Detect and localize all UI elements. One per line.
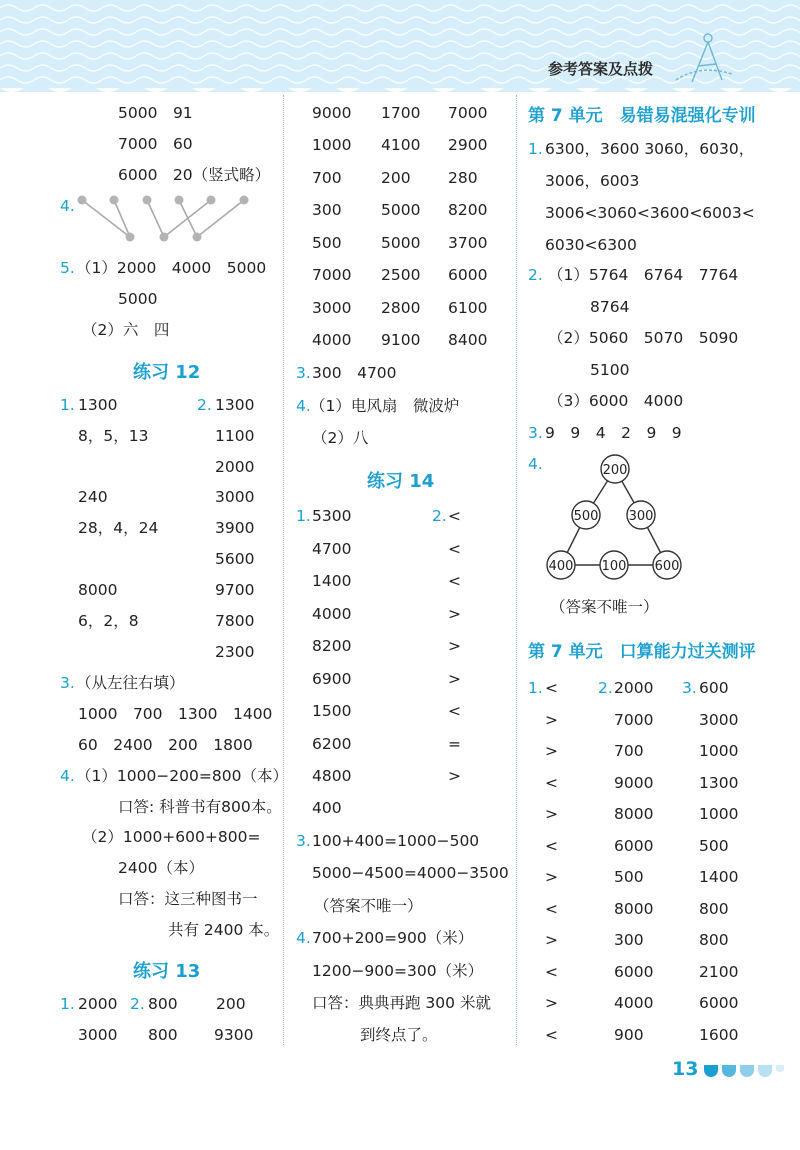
answer-line: 60 2400 200 1800 (78, 736, 253, 754)
answer-line: 400 (312, 799, 342, 817)
grid-cell: 9100 (381, 331, 421, 349)
answer-line: 8000 (78, 581, 118, 599)
question-number: 2. (197, 396, 212, 414)
answer-line: 800 (148, 995, 178, 1013)
grid-cell: 9000 (312, 104, 352, 122)
answer-line: 口答：典典再跑 300 米就 (312, 994, 491, 1012)
page-decoration-dots (702, 1063, 786, 1077)
matching-diagram (70, 192, 270, 247)
answer-line: 9700 (215, 581, 255, 599)
question-number: 2. (130, 995, 145, 1013)
answer-line: < (448, 572, 461, 590)
answer-cell: < (545, 837, 558, 855)
grid-cell: 1700 (381, 104, 421, 122)
question-number: 1. (60, 396, 75, 414)
grid-cell: 5000 (381, 201, 421, 219)
section-title: 练习 14 (367, 471, 435, 492)
answer-cell: 4000 (614, 994, 654, 1012)
page-number: 13 (672, 1058, 699, 1080)
answer-cell: 6000 (614, 963, 654, 981)
grid-cell: 7000 (448, 104, 488, 122)
answer-line: （1）5764 6764 7764 (548, 266, 739, 284)
answer-cell: < (545, 963, 558, 981)
node-label: 100 (601, 559, 627, 574)
grid-cell: 700 (312, 169, 342, 187)
answer-cell: 1000 (699, 742, 739, 760)
answer-line: 240 (78, 488, 108, 506)
answer-line: （1）1000−200=800（本） (76, 767, 288, 785)
section-title: 练习 13 (133, 961, 201, 982)
answer-cell: > (545, 931, 558, 949)
answer-line: 3000 (215, 488, 255, 506)
section-title: 练习 12 (133, 362, 201, 383)
node-label: 300 (628, 509, 654, 524)
node-label: 600 (654, 559, 680, 574)
question-number: 1. (296, 507, 311, 525)
question-number: 3. (296, 832, 311, 850)
answer-line: 5000 (118, 290, 158, 308)
triangle-diagram (540, 452, 690, 582)
answer-line: 4800 (312, 767, 352, 785)
answer-line: 5300 (312, 507, 352, 525)
grid-cell: 2500 (381, 266, 421, 284)
answer-line: 300 4700 (312, 364, 397, 382)
answer-line: = (448, 735, 461, 753)
grid-cell: 2800 (381, 299, 421, 317)
answer-line: 5600 (215, 550, 255, 568)
answer-line: 1300 (215, 396, 255, 414)
answer-cell: 1300 (699, 774, 739, 792)
answer-cell: > (545, 742, 558, 760)
answer-line: （1）电风扇 微波炉 (310, 397, 460, 415)
answer-cell: 7000 (614, 711, 654, 729)
grid-cell: 6100 (448, 299, 488, 317)
answer-cell: 700 (614, 742, 644, 760)
answer-line: 6030<6300 (545, 236, 637, 254)
answer-cell: > (545, 805, 558, 823)
answer-cell: > (545, 868, 558, 886)
answer-line: 5000 91 (118, 104, 193, 122)
question-number: 4. (60, 767, 75, 785)
answer-line: （2）八 (312, 429, 369, 447)
answer-cell: < (545, 1026, 558, 1044)
grid-cell: 280 (448, 169, 478, 187)
answer-line: 口答: 科普书有800本。 (118, 798, 282, 816)
answer-line: 6900 (312, 670, 352, 688)
answer-cell: 500 (699, 837, 729, 855)
answer-line: 8，5，13 (78, 427, 149, 445)
answer-cell: > (545, 711, 558, 729)
answer-cell: 8000 (614, 900, 654, 918)
grid-cell: 4000 (312, 331, 352, 349)
answer-line: > (448, 670, 461, 688)
answer-line: 9 9 4 2 9 9 (545, 424, 682, 442)
answer-cell: 900 (614, 1026, 644, 1044)
question-number: 4. (60, 197, 75, 215)
answer-line: 1400 (312, 572, 352, 590)
grid-cell: 3700 (448, 234, 488, 252)
answer-line: 5100 (590, 361, 630, 379)
answer-line: 1200−900=300（米） (312, 962, 484, 980)
grid-cell: 1000 (312, 136, 352, 154)
answer-cell: < (545, 900, 558, 918)
answer-line: 6，2，8 (78, 612, 139, 630)
question-number: 3. (528, 424, 543, 442)
grid-cell: 8200 (448, 201, 488, 219)
answer-line: 2000 (78, 995, 118, 1013)
answer-cell: 600 (699, 679, 729, 697)
question-number: 4. (296, 397, 311, 415)
answer-line: 8764 (590, 298, 630, 316)
answer-cell: 6000 (699, 994, 739, 1012)
answer-line: 1000 700 1300 1400 (78, 705, 273, 723)
answer-line: 3006<3060<3600<6003< (545, 204, 755, 222)
question-number: 3. (682, 679, 697, 697)
answer-cell: 2100 (699, 963, 739, 981)
grid-cell: 200 (381, 169, 411, 187)
header-title: 参考答案及点拨 (548, 60, 654, 78)
answer-line: > (448, 637, 461, 655)
grid-cell: 6000 (448, 266, 488, 284)
answer-cell: 1000 (699, 805, 739, 823)
node-label: 200 (602, 463, 628, 478)
answer-cell: 6000 (614, 837, 654, 855)
question-number: 5. (60, 259, 75, 277)
answer-line: 7800 (215, 612, 255, 630)
answer-line: 5000−4500=4000−3500 (312, 864, 509, 882)
answer-line: 100+400=1000−500 (312, 832, 480, 850)
answer-line: 2400（本） (118, 859, 204, 877)
answer-line: 9300 (214, 1026, 254, 1044)
answer-line: 2300 (215, 643, 255, 661)
answer-line: （答案不唯一） (314, 897, 423, 915)
answer-line: 6200 (312, 735, 352, 753)
answer-line: < (448, 702, 461, 720)
answer-line: 3006，6003 (545, 172, 640, 190)
answer-cell: < (545, 679, 558, 697)
header-decoration (0, 0, 800, 92)
answer-line: 3900 (215, 519, 255, 537)
answer-cell: 9000 (614, 774, 654, 792)
answer-cell: 8000 (614, 805, 654, 823)
grid-cell: 3000 (312, 299, 352, 317)
section-title: 第 7 单元 易错易混强化专训 (528, 106, 756, 126)
grid-cell: 5000 (381, 234, 421, 252)
answer-note: （答案不唯一） (550, 598, 659, 616)
answer-cell: 800 (699, 900, 729, 918)
page-header (0, 0, 800, 92)
answer-line: 28，4，24 (78, 519, 159, 537)
answer-cell: 3000 (699, 711, 739, 729)
answer-line: 200 (216, 995, 246, 1013)
answer-line: 1500 (312, 702, 352, 720)
answer-cell: < (545, 774, 558, 792)
answer-line: 8200 (312, 637, 352, 655)
answer-cell: 300 (614, 931, 644, 949)
answer-line: （2）六 四 (82, 321, 170, 339)
answer-cell: 500 (614, 868, 644, 886)
answer-line: 7000 60 (118, 135, 193, 153)
answer-line: 共有 2400 本。 (168, 921, 280, 939)
node-label: 500 (573, 509, 599, 524)
answer-line: < (448, 507, 461, 525)
answer-line: > (448, 767, 461, 785)
answer-line: 6000 20（竖式略） (118, 166, 271, 184)
question-number: 2. (598, 679, 613, 697)
answer-cell: 2000 (614, 679, 654, 697)
grid-cell: 4100 (381, 136, 421, 154)
answer-cell: > (545, 994, 558, 1012)
answer-line: 2000 (215, 458, 255, 476)
question-number: 2. (432, 507, 447, 525)
answer-line: （2）5060 5070 5090 (548, 329, 739, 347)
grid-cell: 7000 (312, 266, 352, 284)
question-number: 2. (528, 266, 543, 284)
section-title: 第 7 单元 口算能力过关测评 (528, 642, 756, 662)
answer-line: （3）6000 4000 (548, 392, 684, 410)
answer-line: < (448, 540, 461, 558)
question-number: 4. (296, 929, 311, 947)
answer-line: 800 (148, 1026, 178, 1044)
question-number: 1. (528, 140, 543, 158)
answer-line: 6300，3600 3060，6030， (545, 140, 755, 158)
answer-line: 3000 (78, 1026, 118, 1044)
answer-cell: 800 (699, 931, 729, 949)
node-label: 400 (548, 559, 574, 574)
answer-line: 到终点了。 (360, 1026, 438, 1044)
answer-line: > (448, 605, 461, 623)
question-number: 1. (528, 679, 543, 697)
answer-line: 1300 (78, 396, 118, 414)
question-number: 1. (60, 995, 75, 1013)
column-divider-right (516, 95, 517, 1045)
grid-cell: 2900 (448, 136, 488, 154)
answer-line: 700+200=900（米） (312, 929, 474, 947)
answer-line: （1）2000 4000 5000 (76, 259, 267, 277)
answer-cell: 1400 (699, 868, 739, 886)
question-number: 4. (528, 455, 543, 473)
answer-line: 4700 (312, 540, 352, 558)
question-number: 3. (60, 674, 75, 692)
grid-cell: 500 (312, 234, 342, 252)
grid-cell: 300 (312, 201, 342, 219)
answer-cell: 1600 (699, 1026, 739, 1044)
grid-cell: 8400 (448, 331, 488, 349)
answer-line: （从左往右填） (76, 674, 185, 692)
column-divider-left (283, 95, 284, 1045)
question-number: 3. (296, 364, 311, 382)
answer-line: 口答：这三种图书一 (118, 890, 258, 908)
answer-line: （2）1000+600+800= (82, 828, 261, 846)
answer-line: 1100 (215, 427, 255, 445)
answer-line: 4000 (312, 605, 352, 623)
